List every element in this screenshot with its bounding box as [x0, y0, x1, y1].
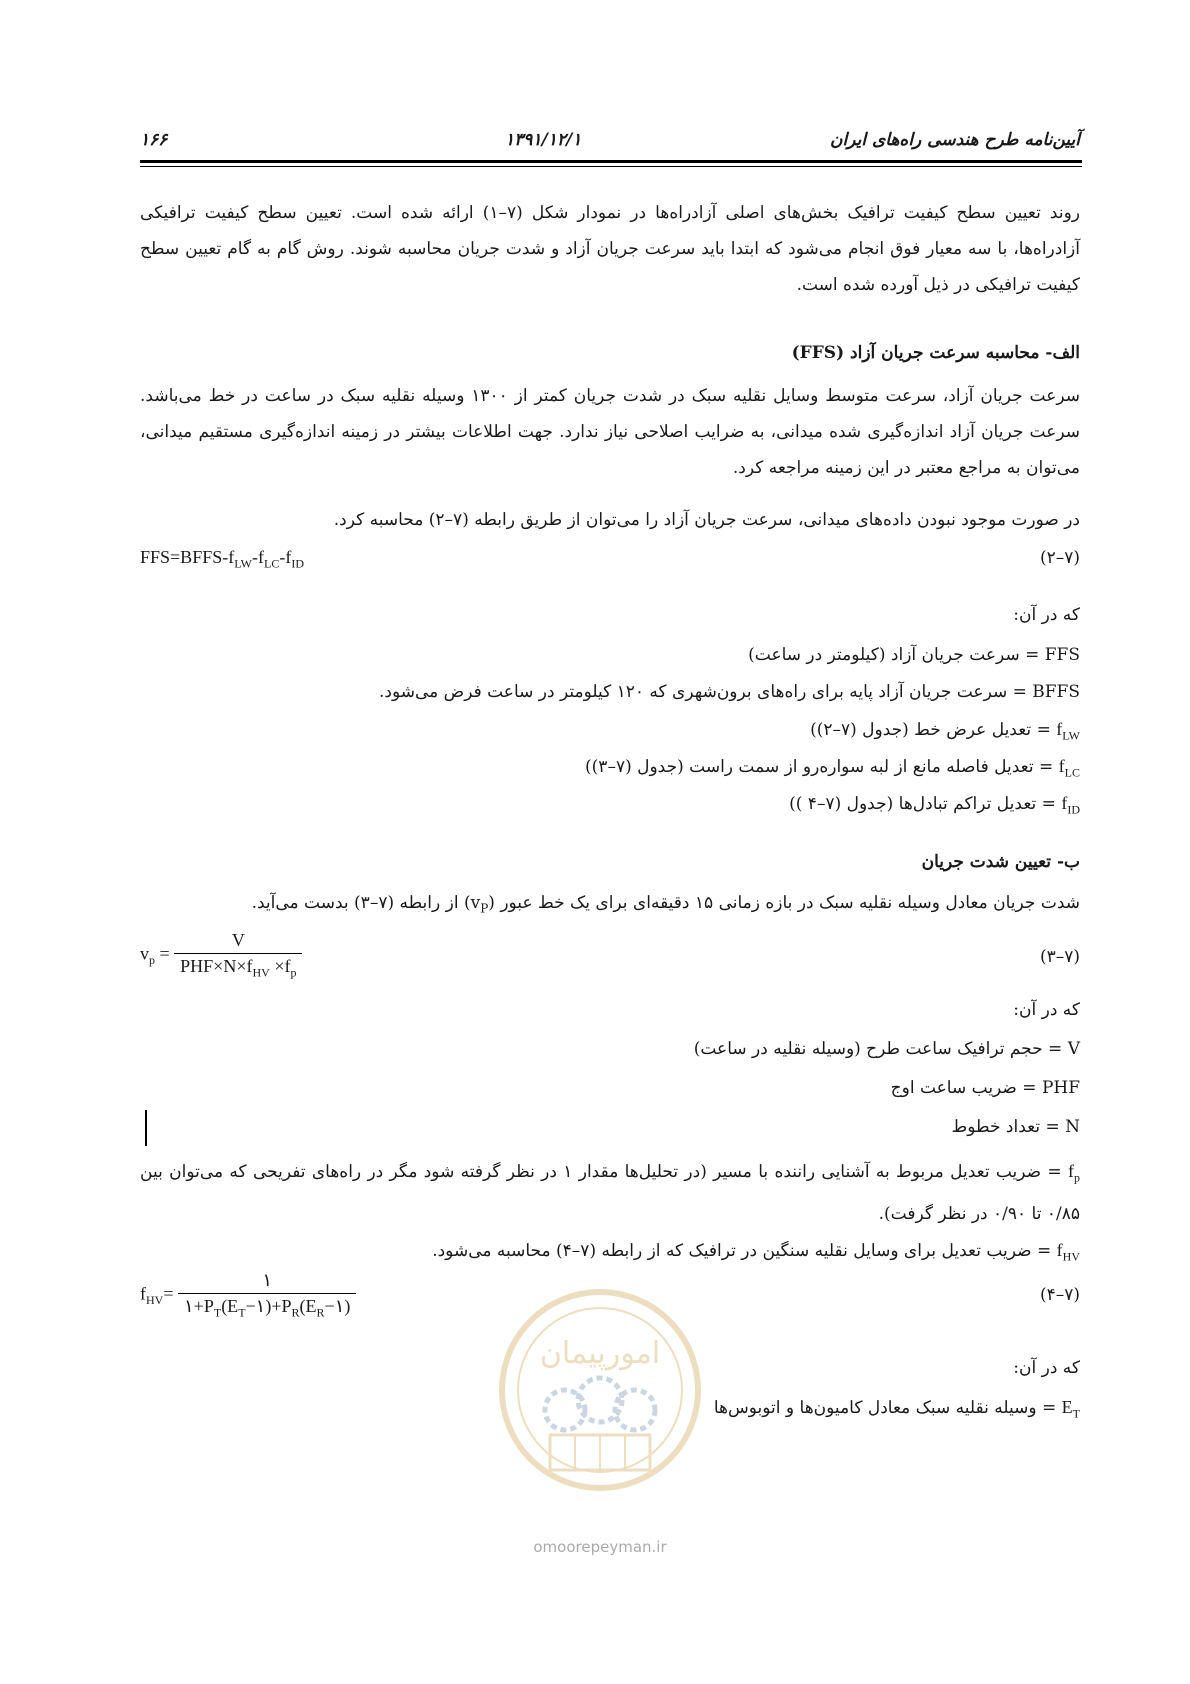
section-a-line2: در صورت موجود نبودن داده‌های میدانی، سرعت جریان آزاد را می‌توان از طریق رابطه (۷–۲) محاسبه کرد.	[333, 510, 1080, 530]
equation-7-3-fraction: $\frac{V}{PHF\times N\times f_{HV} \times f_p}$	[174, 930, 302, 981]
where-label-b: که در آن:	[1013, 1000, 1080, 1020]
section-a-paragraph: سرعت جریان آزاد، سرعت متوسط وسایل نقلیه سبک در شدت جریان کمتر از ۱۳۰۰ وسیله نقلیه سبک در ساعت در خط می‌باشد. سرعت جریان آزاد اندازه‌گیری شده میدانی، به ضرایب اصلاحی نیاز ندارد. جهت اطلاعات بیشتر در زمینه اندازه‌گیری مستقیم میدانی، می‌توان به مراجع معتبر در این زمینه مراجعه کرد.	[140, 386, 1080, 478]
equation-7-2: $FFS=BFFS-f_{LW}-f_{LC}-f_{ID}$	[140, 547, 304, 571]
text-cursor	[145, 1110, 147, 1146]
header-date: ۱۳۹۱/۱۲/۱	[505, 130, 582, 150]
equation-7-2-number: (۷–۲)	[1039, 548, 1080, 568]
def-v: V = حجم ترافیک ساعت طرح (وسیله نقلیه در ساعت)	[693, 1039, 1080, 1059]
equation-7-4-number: (۷–۴)	[1039, 1285, 1080, 1305]
watermark-logo	[495, 1285, 705, 1505]
def-n: N = تعداد خطوط	[951, 1117, 1080, 1137]
section-b-intro: شدت جریان معادل وسیله نقلیه سبک در بازه زمانی ۱۵ دقیقه‌ای برای یک خط عبور $(v_P)$ از رابطه (۷–۳) بدست می‌آید.	[251, 893, 1080, 916]
watermark-url: omoorepeyman.ir	[533, 1538, 667, 1556]
section-a-heading: الف- محاسبه سرعت جریان آزاد (FFS)	[791, 343, 1080, 363]
intro-paragraph: روند تعیین سطح کیفیت ترافیک بخش‌های اصلی آزادراه‌ها در نمودار شکل (۷–۱) ارائه شده است. تعیین سطح کیفیت ترافیکی آزادراه‌ها، با سه معیار فوق انجام می‌شود که ابتدا باید سرعت جریان آزاد و شدت جریان محاسبه شوند. روش گام به گام تعیین سطح کیفیت ترافیکی در ذیل آورده شده است.	[140, 203, 1080, 295]
equation-7-4: $f_{HV}=$ $\frac{۱}{۱+P_T(E_T-۱)+P_R(E_R-۱)}$	[140, 1270, 356, 1321]
def-et: $E_T$ = وسیله نقلیه سبک معادل کامیون‌ها و اتوبوس‌ها	[713, 1397, 1080, 1421]
def-fhv: $f_{HV}$ = ضریب تعدیل برای وسایل نقلیه سنگین در ترافیک که از رابطه (۷–۴) محاسبه می‌شود.	[432, 1240, 1080, 1264]
where-label-a: که در آن:	[1013, 605, 1080, 625]
def-fid: $f_{ID}$ = تعدیل تراکم تبادل‌ها (جدول (۷–۴ ))	[789, 793, 1080, 817]
equation-7-4-fraction: $\frac{۱}{۱+P_T(E_T-۱)+P_R(E_R-۱)}$	[178, 1270, 356, 1321]
equation-7-3-number: (۷–۳)	[1039, 947, 1080, 967]
where-label-b2: که در آن:	[1013, 1358, 1080, 1378]
def-phf: PHF = ضریب ساعت اوج	[890, 1078, 1080, 1098]
def-fp: $f_p$ = ضریب تعدیل مربوط به آشنایی راننده با مسیر (در تحلیل‌ها مقدار ۱ در نظر گرفته شود مگر در راه‌های تفریحی که می‌توان بین ۰/۸۵ تا ۰/۹۰ در نظر گرفت).	[140, 1161, 1080, 1224]
equation-7-3: $v_p$ = $\frac{V}{PHF\times N\times f_{HV} \times f_p}$	[140, 930, 302, 981]
page-number: ۱۶۶	[140, 130, 168, 150]
section-b-heading: ب- تعیین شدت جریان	[921, 852, 1080, 872]
def-bffs: BFFS = سرعت جریان آزاد پایه برای راه‌های برون‌شهری که ۱۲۰ کیلومتر در ساعت فرض می‌شود.	[378, 682, 1080, 702]
def-flw: $f_{LW}$ = تعدیل عرض خط (جدول (۷–۲))	[810, 719, 1080, 743]
def-flc: $f_{LC}$ = تعدیل فاصله مانع از لبه سواره‌رو از سمت راست (جدول (۷–۳))	[585, 756, 1080, 780]
def-ffs: FFS = سرعت جریان آزاد (کیلومتر در ساعت)	[748, 645, 1080, 665]
header-rule-thin	[140, 166, 1082, 167]
watermark-text: امورپیمان	[539, 1336, 661, 1371]
header-rule-thick	[140, 160, 1082, 163]
header-title: آیین‌نامه طرح هندسی راه‌های ایران	[830, 130, 1080, 150]
